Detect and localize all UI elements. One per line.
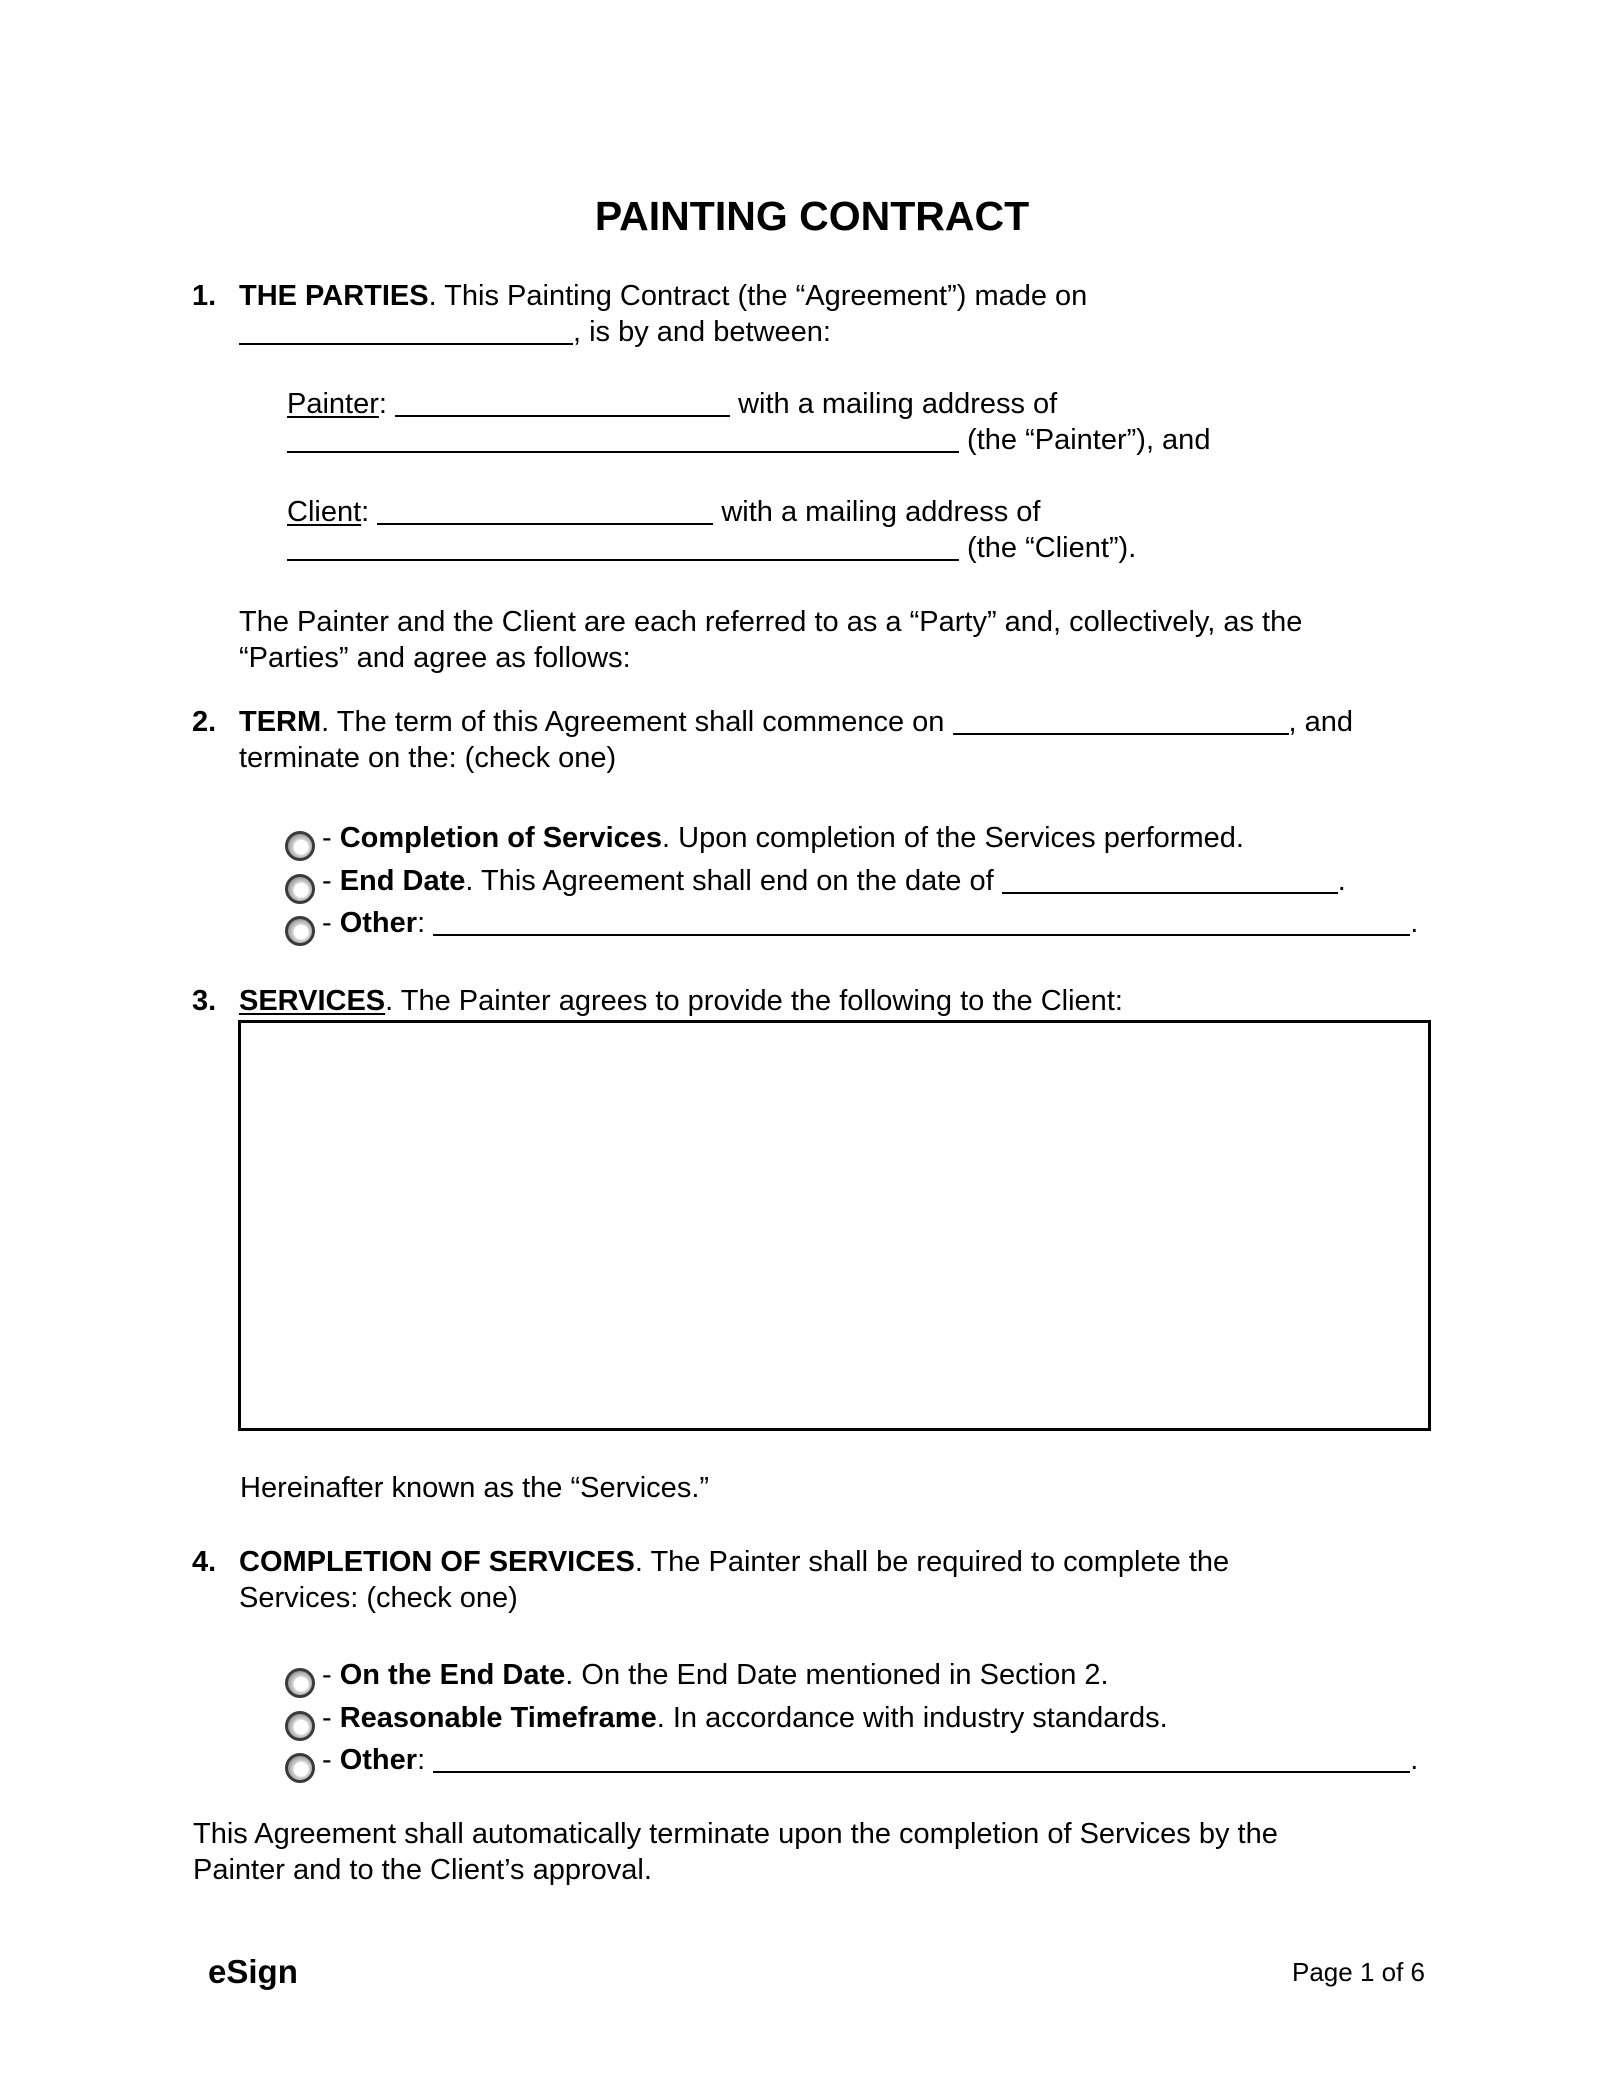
section-4-number: 4. [192,1546,217,1578]
completion-end-date-radio[interactable] [285,1668,315,1698]
client-address-field[interactable] [287,533,959,561]
option-text: . In accordance with industry standards. [656,1702,1168,1734]
section-3-heading: SERVICES [239,985,386,1017]
option-end-period: . [1337,865,1346,897]
termination-text-2: Painter and to the Client’s approval. [193,1854,652,1886]
term-completion-radio[interactable] [285,831,315,861]
client-colon: : [361,496,370,528]
option-label: Other [339,907,418,939]
painter-line [287,386,1057,422]
term-option-other [322,905,1418,941]
option-text: . This Agreement shall end on the date of [465,865,994,897]
services-text-area[interactable] [238,1020,1431,1431]
section-1-number: 1. [192,280,217,312]
term-option-completion [322,820,1244,856]
painter-address-field[interactable] [287,425,959,453]
section-4-heading: COMPLETION OF SERVICES [239,1546,635,1578]
option-dash: - [322,865,340,897]
section-1-line-2 [239,314,831,350]
option-dash: - [322,1702,340,1734]
option-text: . Upon completion of the Services performed. [662,822,1244,854]
section-3-text: . The Painter agrees to provide the following to the Client: [385,985,1123,1017]
section-2-heading: TERM [239,706,322,738]
option-text: : [417,1744,426,1776]
painter-label: Painter [287,388,379,420]
term-end-date-radio[interactable] [285,874,315,904]
esign-logo: eSign [208,1953,298,1990]
end-date-field[interactable] [1002,866,1338,894]
option-text: : [417,907,426,939]
painter-end-text: (the “Painter”), and [959,424,1211,456]
option-label: Other [339,1744,418,1776]
option-label: Completion of Services [339,822,663,854]
section-1-heading: THE PARTIES [239,280,429,312]
section-2-text-end: , and [1288,706,1353,738]
completion-other-radio[interactable] [285,1753,315,1783]
section-3-line [239,983,1123,1019]
agreement-date-field[interactable] [239,317,573,345]
option-label: End Date [339,865,466,897]
client-line [287,494,1041,530]
section-3-number: 3. [192,985,217,1017]
client-name-field[interactable] [377,497,713,525]
completion-option-end-date [322,1657,1109,1693]
option-dash: - [322,1744,340,1776]
commencement-date-field[interactable] [953,707,1289,735]
termination-text-1: This Agreement shall automatically terminate upon the completion of Services by the [193,1818,1278,1850]
parties-closing-1: The Painter and the Client are each referred to as a “Party” and, collectively, as the [239,606,1303,638]
painter-colon: : [378,388,387,420]
page-number: Page 1 of 6 [1292,1957,1425,1987]
client-mid-text: with a mailing address of [713,496,1041,528]
term-other-field[interactable] [433,908,1410,936]
section-4-line-2: Services: (check one) [239,1582,518,1614]
term-option-end-date [322,863,1346,899]
painter-name-field[interactable] [395,389,730,417]
section-4-text: . The Painter shall be required to complete the [634,1546,1230,1578]
section-1-intro-cont: , is by and between: [573,316,831,348]
painter-mid-text: with a mailing address of [730,388,1058,420]
section-1-intro-text: . This Painting Contract (the “Agreement”) made on [428,280,1088,312]
term-other-radio[interactable] [285,916,315,946]
option-dash: - [322,1659,340,1691]
section-2-number: 2. [192,706,217,738]
painter-address-line [287,422,1210,458]
completion-timeframe-radio[interactable] [285,1711,315,1741]
parties-closing-2: “Parties” and agree as follows: [239,642,631,674]
document-title: PAINTING CONTRACT [594,193,1030,239]
section-1-line-1 [239,278,1087,314]
client-address-line [287,530,1136,566]
option-end-period: . [1410,907,1419,939]
services-hereinafter: Hereinafter known as the “Services.” [240,1472,710,1504]
option-label: On the End Date [339,1659,566,1691]
client-end-text: (the “Client”). [959,532,1137,564]
completion-other-field[interactable] [433,1745,1410,1773]
section-2-text: . The term of this Agreement shall commence on [321,706,945,738]
section-4-line-1 [239,1544,1229,1580]
option-dash: - [322,822,340,854]
section-2-line-1 [239,704,1353,740]
option-dash: - [322,907,340,939]
client-label: Client [287,496,362,528]
option-text: . On the End Date mentioned in Section 2. [565,1659,1109,1691]
section-2-line-2: terminate on the: (check one) [239,742,617,774]
option-label: Reasonable Timeframe [339,1702,657,1734]
option-end-period: . [1410,1744,1419,1776]
completion-option-timeframe [322,1700,1168,1736]
completion-option-other [322,1742,1418,1778]
